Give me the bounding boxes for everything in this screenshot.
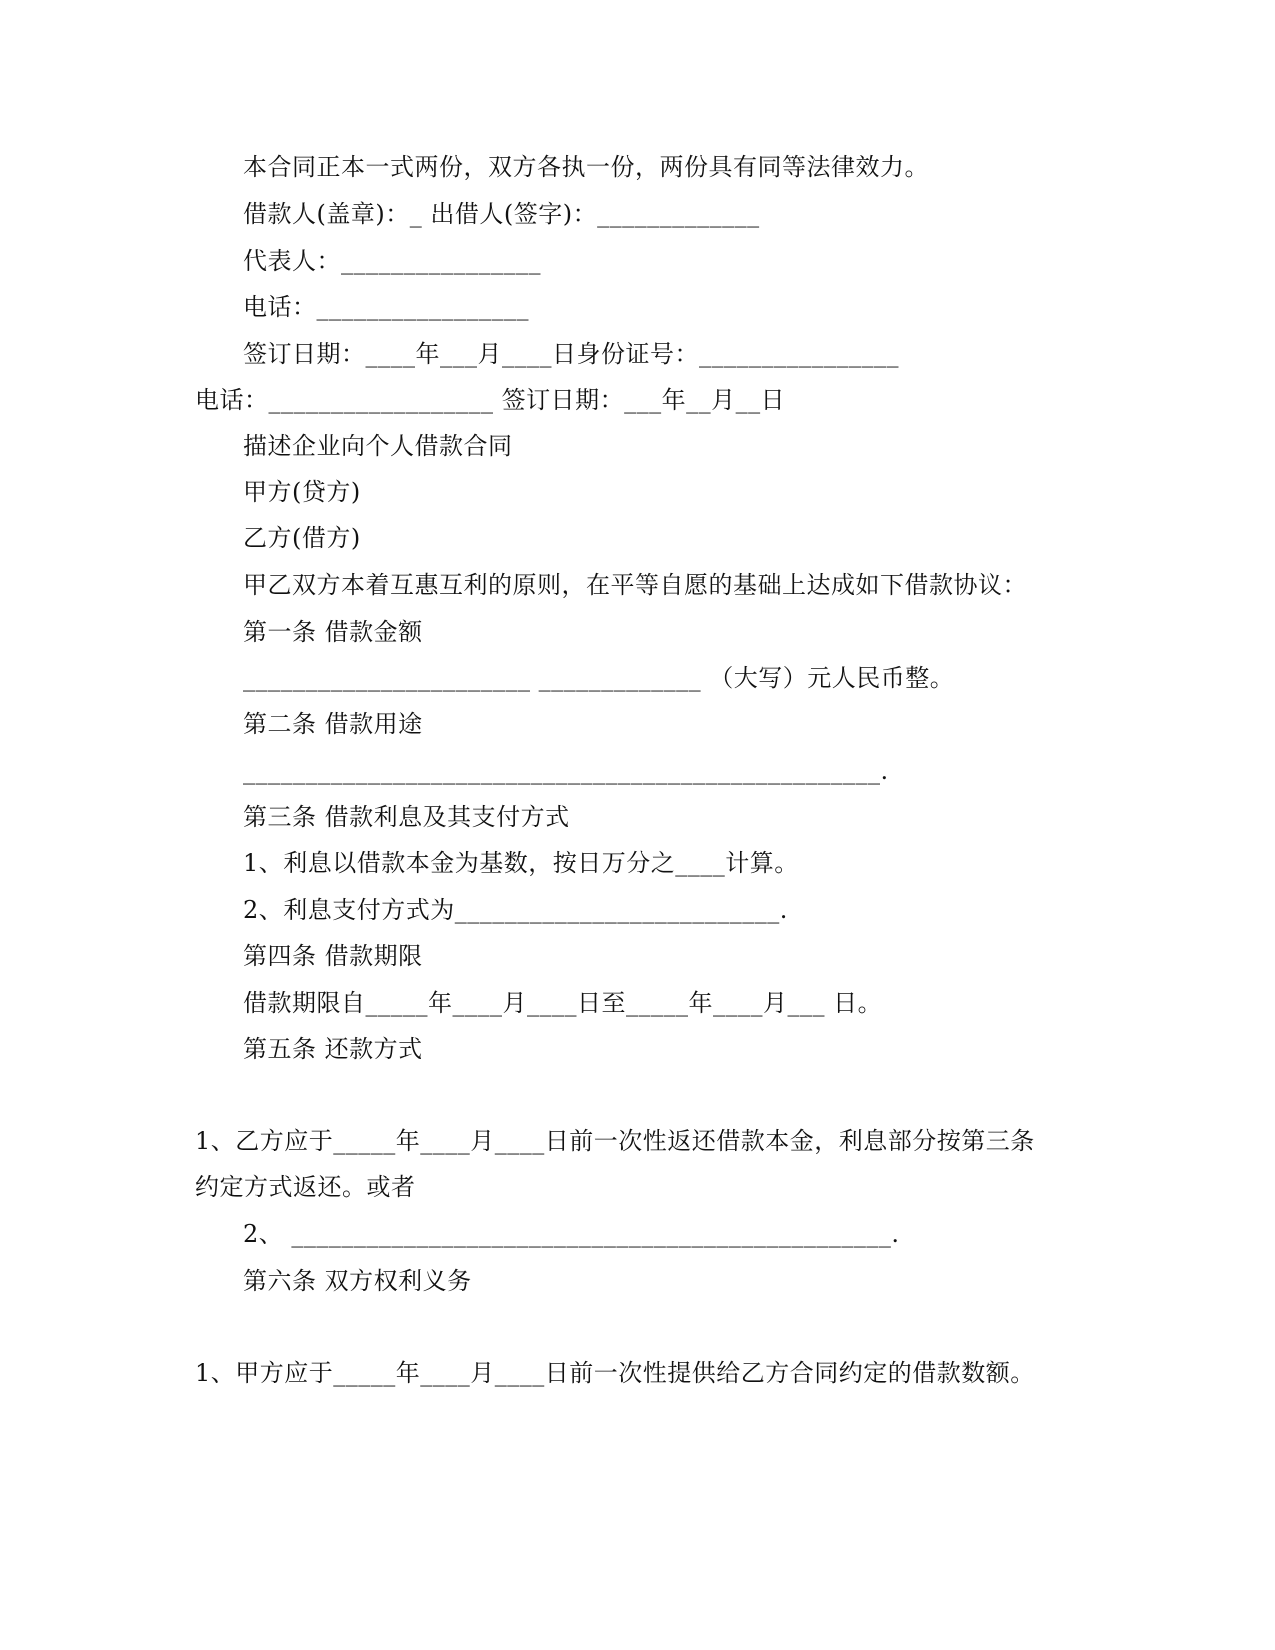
loan-purpose-line: ___________________________________________________. bbox=[243, 757, 889, 785]
interest-rate-line: 1、利息以借款本金为基数，按日万分之____计算。 bbox=[243, 849, 799, 877]
preamble: 甲乙双方本着互惠互利的原则，在平等自愿的基础上达成如下借款协议： bbox=[243, 571, 1027, 599]
article-1-heading: 第一条 借款金额 bbox=[243, 618, 423, 646]
signature-representative: 代表人：________________ bbox=[243, 247, 541, 275]
party-b: 乙方(借方) bbox=[243, 524, 361, 552]
phone-signing-date: 电话：__________________ 签订日期：___年__月__日 bbox=[195, 386, 786, 414]
party-a: 甲方(贷方) bbox=[243, 478, 361, 506]
repayment-clause-1-cont: 约定方式返还。或者 bbox=[195, 1173, 416, 1201]
loan-term-line: 借款期限自_____年____月____日至_____年____月___ 日。 bbox=[243, 989, 883, 1017]
repayment-clause-1: 1、乙方应于_____年____月____日前一次性返还借款本金，利息部分按第三条 bbox=[195, 1127, 1035, 1155]
document-title: 描述企业向个人借款合同 bbox=[243, 432, 513, 460]
article-3-heading: 第三条 借款利息及其支付方式 bbox=[243, 803, 570, 831]
signature-phone: 电话：_________________ bbox=[243, 293, 529, 321]
rights-clause-1: 1、甲方应于_____年____月____日前一次性提供给乙方合同约定的借款数额。 bbox=[195, 1359, 1035, 1387]
article-6-heading: 第六条 双方权利义务 bbox=[243, 1267, 472, 1295]
signing-date-id-number: 签订日期：____年___月____日身份证号：________________ bbox=[243, 340, 899, 368]
article-5-heading: 第五条 还款方式 bbox=[243, 1035, 423, 1063]
article-2-heading: 第二条 借款用途 bbox=[243, 710, 423, 738]
clause-copies: 本合同正本一式两份，双方各执一份，两份具有同等法律效力。 bbox=[243, 153, 929, 181]
interest-payment-line: 2、利息支付方式为__________________________. bbox=[243, 896, 788, 924]
loan-amount-line: _______________________ _____________ （大写）元人民币整。 bbox=[243, 664, 955, 692]
article-4-heading: 第四条 借款期限 bbox=[243, 942, 423, 970]
repayment-clause-2: 2、 ________________________________________________. bbox=[243, 1220, 900, 1248]
signature-borrower-lender: 借款人(盖章)：_ 出借人(签字)：_____________ bbox=[243, 200, 760, 228]
